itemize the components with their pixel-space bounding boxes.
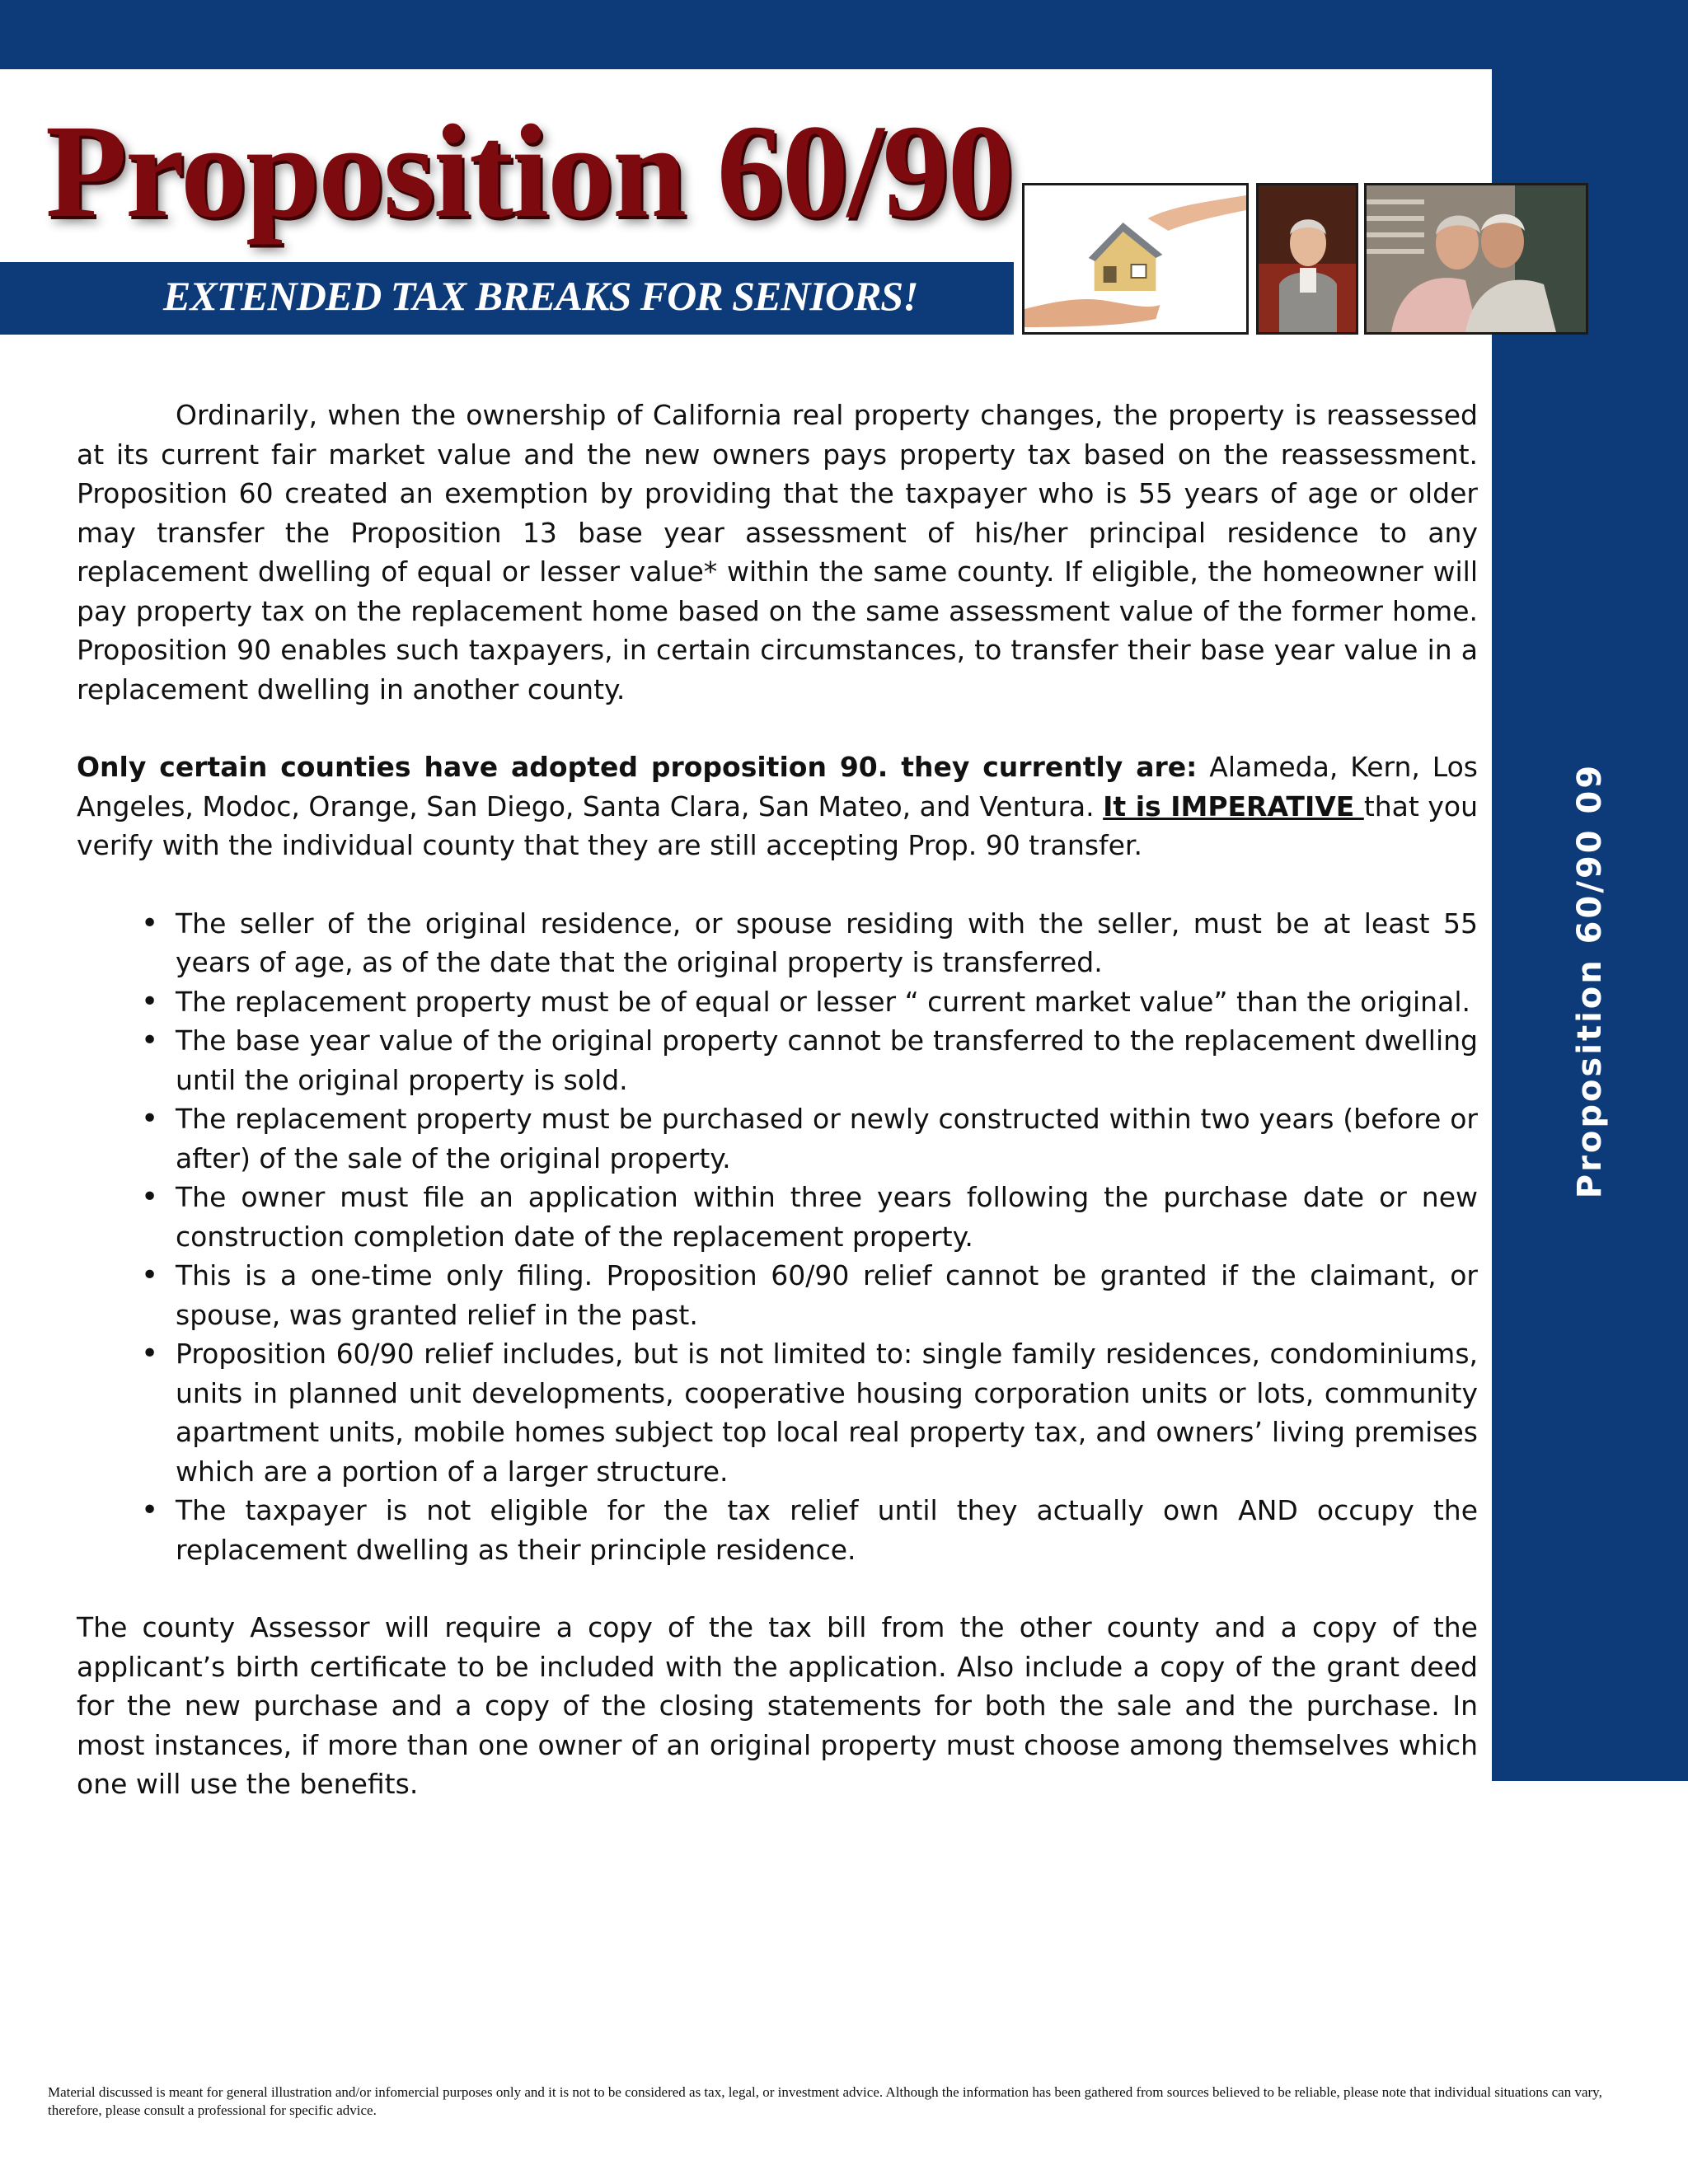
imperative-notice: It is IMPERATIVE bbox=[1103, 790, 1364, 823]
intro-paragraph: Ordinarily, when the ownership of California real property changes, the property is reassessed at its current fair market value and the new owners pays property tax based on the reassessment. Proposition 60 created an exemption by providing that the taxpayer who is 55 years of age or older may transfer the Proposition 13 base year assessment of his/her principal residence to any replacement dwelling of equal or lesser value* within the same county. If eligible, the homeowner will pay property tax on the replacement home based on the same assessment value of the former home. Proposition 90 enables such taxpayers, in certain circumstances, to transfer their base year value in a replacement dwelling in another county. bbox=[77, 399, 1478, 705]
requirements-list bbox=[77, 904, 1478, 1570]
senior-couple-photo bbox=[1364, 183, 1588, 335]
disclaimer-footer: Material discussed is meant for general illustration and/or infomercial purposes only and it is not to be considered as tax, legal, or investment advice. Although the information has been gathered from sources believed to be reliable, please note that individual situations can vary, therefore, please consult a professional for specific advice. bbox=[48, 2084, 1602, 2118]
counties-paragraph bbox=[77, 748, 1478, 865]
counties-list: Alameda, Kern, Los Angeles, Modoc, Orange, San Diego, Santa Clara, San Mateo, and Ventura. bbox=[77, 751, 1478, 823]
list-item: • Proposition 60/90 relief includes, but is not limited to: single family residences, condominiums, units in planned unit developments, cooperative housing corporation units or lots, community apartment units, mobile homes subject top local real property tax, and owners’ living premises which are a portion of a larger structure. bbox=[77, 1334, 1478, 1491]
main-content bbox=[77, 396, 1478, 1804]
page-subtitle: EXTENDED TAX BREAKS FOR SENIORS! bbox=[163, 273, 918, 319]
list-item: • The owner must file an application within three years following the purchase date or new construction completion date of the replacement property. bbox=[77, 1178, 1478, 1256]
list-item: • The replacement property must be of equal or lesser “ current market value” than the original. bbox=[77, 982, 1478, 1022]
list-item: • This is a one-time only filing. Proposition 60/90 relief cannot be granted if the claimant, or spouse, was granted relief in the past. bbox=[77, 1256, 1478, 1334]
list-item: • The taxpayer is not eligible for the tax relief until they actually own AND occupy the replacement dwelling as their principle residence. bbox=[77, 1491, 1478, 1569]
list-item: • The seller of the original residence, or spouse residing with the seller, must be at least 55 years of age, as of the date that the original property is transferred. bbox=[77, 904, 1478, 982]
top-banner-bar bbox=[0, 0, 1688, 69]
counties-lead: Only certain counties have adopted proposition 90. they currently are: bbox=[77, 751, 1198, 783]
page-title: Proposition 60/90 bbox=[45, 98, 1013, 246]
closing-paragraph: The county Assessor will require a copy of the tax bill from the other county and a copy of the applicant’s birth certificate to be included with the application. Also include a copy of the grant deed for the new purchase and a copy of the closing statements for both the sale and the purchase. In most instances, if more than one owner of an original property must choose among themselves which one will use the benefits. bbox=[77, 1611, 1478, 1800]
house-in-hands-photo bbox=[1022, 183, 1249, 335]
side-page-label: Proposition 60/90 09 bbox=[1571, 762, 1609, 1199]
senior-man-portrait-photo bbox=[1256, 183, 1358, 335]
list-item: • The replacement property must be purchased or newly constructed within two years (before or after) of the sale of the original property. bbox=[77, 1099, 1478, 1178]
counties-tail: that you verify with the individual county that they are still accepting Prop. 90 transfer. bbox=[77, 790, 1478, 861]
list-item: • The base year value of the original property cannot be transferred to the replacement dwelling until the original property is sold. bbox=[77, 1021, 1478, 1099]
